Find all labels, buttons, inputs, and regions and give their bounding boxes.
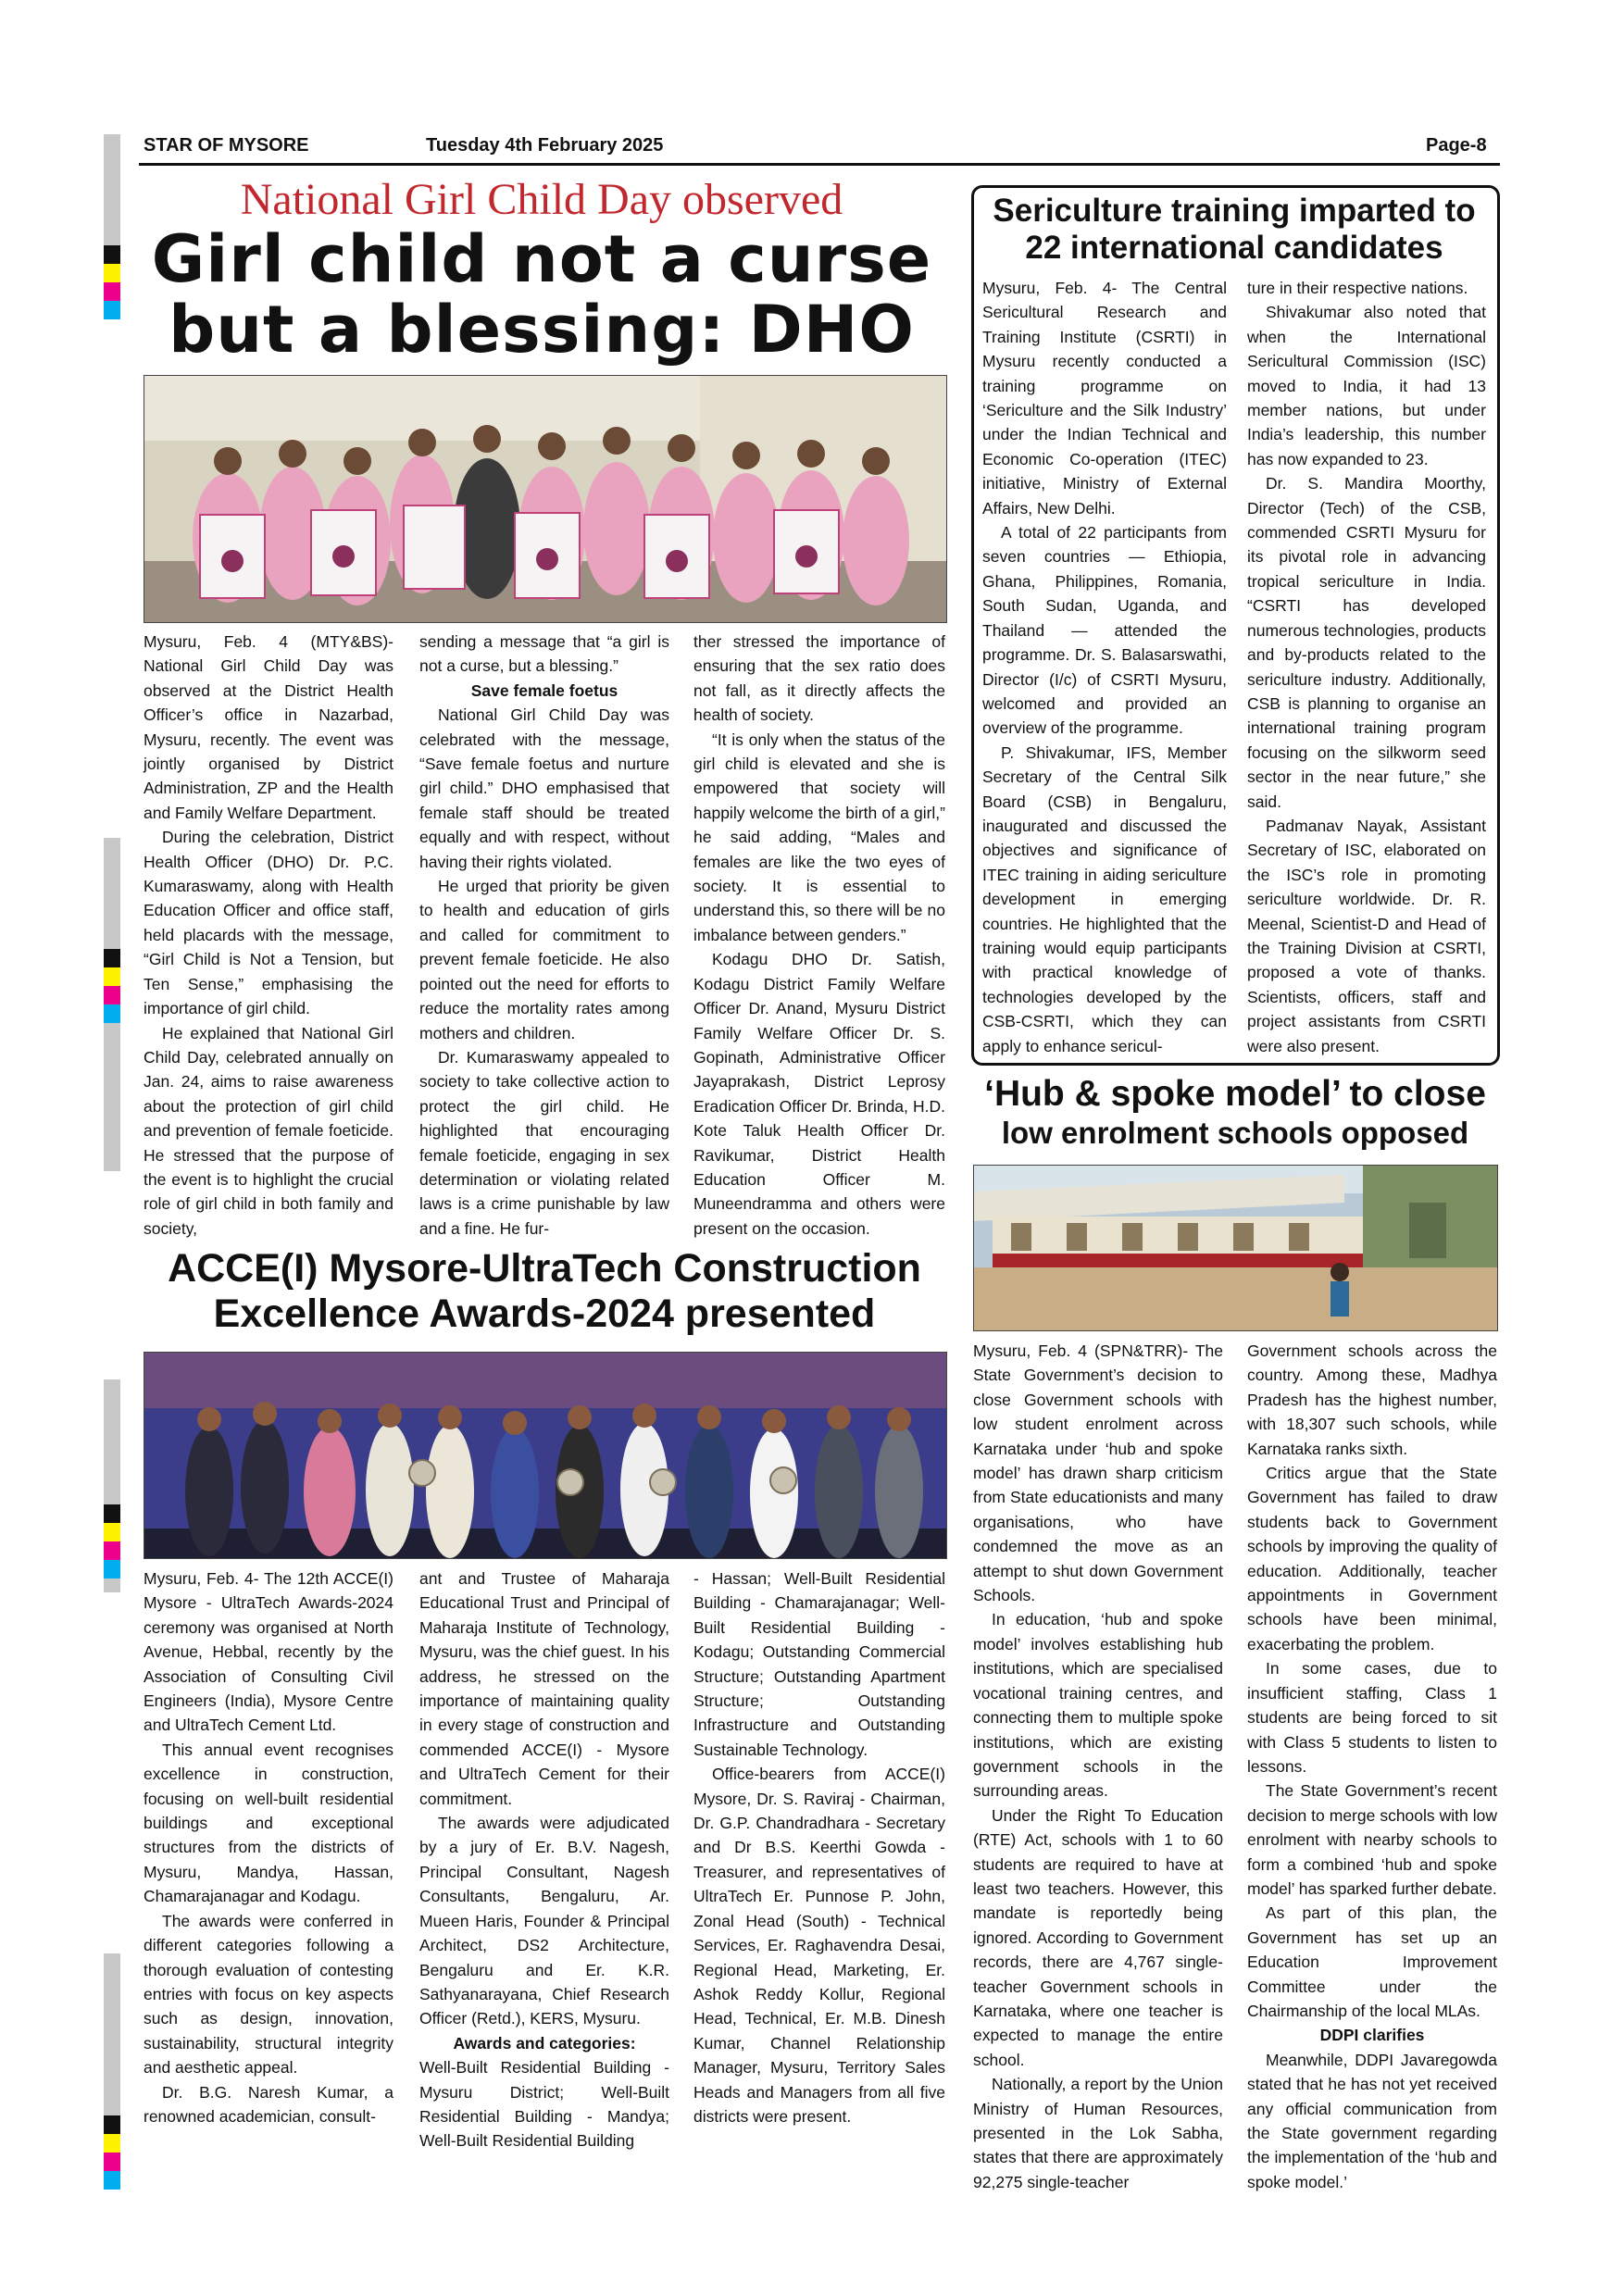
cmyk-block-1: [104, 245, 120, 319]
article1-column-2: [419, 630, 669, 1241]
paper-name: STAR OF MYSORE: [144, 135, 309, 156]
article4-col3-para: - Hassan; Well-Built Residential Building - Chamarajanagar; Well-Built Residential Building - Kodagu; Outstanding Commercial Structure; Outstanding Apartment Structure; Outstanding Infrastructure and Outstanding Sustainable Technology.: [693, 1569, 945, 1759]
article3-col1-para: In education, ‘hub and spoke model’ involves establishing hub institutions, which are specialised vocational training centres, and connecting them to multiple spoke institutions, which are existing government schools in the surrounding areas.: [973, 1610, 1223, 1801]
article1-photo: [144, 375, 947, 623]
article2-col1-para: A total of 22 participants from seven countries — Ethiopia, Ghana, Philippines, Romania, South Sudan, Uganda, and Thailand — attended the programme. Dr. S. Balasarswathi, Director (I/c) of CSRTI Mysuru, welcomed and provided an overview of the programme.: [982, 523, 1227, 738]
article4-headline-line2: Excellence Awards-2024 presented: [213, 1292, 876, 1337]
article1-column-3: [693, 630, 945, 1241]
article2-headline-line2: 22 international candidates: [1025, 230, 1443, 267]
article1-subheading: Save female foetus: [470, 680, 618, 700]
article3-headline-line2: low enrolment schools opposed: [1001, 1115, 1469, 1150]
cmyk-block-3: [104, 1504, 120, 1578]
article4-photo: [144, 1352, 947, 1559]
article2-headline-line1: Sericulture training imparted to: [993, 193, 1476, 229]
article4-col1-para: Dr. B.G. Naresh Kumar, a renowned academician, consult-: [144, 2082, 394, 2126]
cmyk-block-4: [104, 2115, 120, 2190]
article3-col1-para: Mysuru, Feb. 4 (SPN&TRR)- The State Government’s decision to close Government schools with low student enrolment across Karnataka under ‘hub and spoke model’ has drawn sharp criticism from State educationists and many organisations, who have condemned the move as an attempt to shut down Government Schools.: [973, 1341, 1223, 1605]
article2-col2-para: ture in their respective nations.: [1247, 279, 1468, 297]
article1-headline: [139, 221, 944, 368]
article2-col2-para: Shivakumar also noted that when the International Sericultural Commission (ISC) moved to India, it had 13 member nations, but under India’s leadership, this number has now expanded to 23.: [1247, 303, 1486, 468]
article4-headline: [139, 1246, 950, 1338]
article3-col2-para: Critics argue that the State Government has failed to draw students back to Government schools by improving the quality of education. Additionally, teacher appointments in Government schools have been minimal, exacerbating the problem.: [1247, 1464, 1497, 1653]
article3-col2-para: In some cases, due to insufficient staffing, Class 1 students are being forced to sit with Class 5 students to listen to lessons.: [1247, 1659, 1497, 1776]
issue-date: Tuesday 4th February 2025: [426, 135, 664, 156]
article1-col3-para: Kodagu DHO Dr. Satish, Kodagu District Family Welfare Officer Dr. Anand, Mysuru District Family Welfare Officer Dr. S. Gopinath, Administrative Officer Jayaprakash, District Leprosy Eradication Officer Dr. Brinda, H.D. Kote Taluk Health Officer Dr. Ravikumar, District Health Education Officer M. Muneendramma and others were present on the occasion.: [693, 950, 945, 1238]
article4-col2-para: The awards were adjudicated by a jury of Er. B.V. Nagesh, Principal Consultant, Nagesh Consultants, Bengaluru, Ar. Mueen Haris, Founder & Principal Architect, DS2 Architecture, Bengaluru and Er. K.R. Sathyanarayana, Chief Research Officer (Retd.), KERS, Mysuru.: [419, 1814, 669, 2028]
article1-column-1: [144, 630, 394, 1241]
article3-col1-para: Nationally, a report by the Union Ministry of Human Resources, presented in the Lok Sabha, states that there are approximately 92,275 single-teacher: [973, 2075, 1223, 2191]
article1-col3-para: ther stressed the importance of ensuring that the sex ratio does not fall, as it directly affects the health of society.: [693, 632, 945, 725]
article3-col2-para: As part of this plan, the Government has set up an Education Improvement Committee under the Chairmanship of the local MLAs.: [1247, 1903, 1497, 2020]
article4-headline-line1: ACCE(I) Mysore-UltraTech Construction: [168, 1246, 921, 1291]
article1-col1-para: During the celebration, District Health Officer (DHO) Dr. P.C. Kumaraswamy, along with Health Education Officer and office staff, held placards with the message, “Girl Child is Not a Tension, but Ten Sense,” emphasising the importance of girl child.: [144, 828, 394, 1018]
article3-col1-para: Under the Right To Education (RTE) Act, schools with 1 to 60 students are required to have at least two teachers. However, this mandate is reportedly being ignored. According to Government records, there are 4,767 single-teacher Government schools in Karnataka, where one teacher is expected to manage the entire school.: [973, 1805, 1223, 2069]
article4-column-2: [419, 1566, 669, 2159]
article3-col2-para: The State Government’s recent decision to merge schools with low enrolment with nearby schools to form a combined ‘hub and spoke model’ has sparked further debate.: [1247, 1781, 1497, 1898]
article2-col1-para: P. Shivakumar, IFS, Member Secretary of the Central Silk Board (CSB) in Bengaluru, inaugurated and discussed the objectives and significance of ITEC training in aiding sericulture development in emerging countries. He highlighted that the training would equip participants with practical knowledge of technologies developed by the CSB-CSRTI, which they can apply to enhance sericul-: [982, 742, 1227, 1055]
article1-col3-para: “It is only when the status of the girl child is elevated and she is empowered that society will happily welcome the birth of a girl,” he said adding, “Males and females are like the two eyes of society. It is essential to understand this, so there will be no imbalance between genders.”: [693, 730, 945, 944]
article2-column-1: [982, 276, 1227, 1055]
article4-column-1: [144, 1566, 394, 2159]
article3-col2-para: Government schools across the country. Among these, Madhya Pradesh has the highest number, with 18,307 such schools, while Karnataka ranks sixth.: [1247, 1341, 1497, 1458]
article4-col3-para: Office-bearers from ACCE(I) Mysore, Dr. S. Raviraj - Chairman, Dr. G.P. Chandradhara - Secretary and Dr B.S. Keerthi Gowda - Treasurer, and representatives of UltraTech Er. Punnose P. John, Zonal Head (South) - Technical Services, Er. Raghavendra Desai, Regional Head, Marketing, Er. Ashok Reddy Kollur, Regional Head, Technical, Er. M.B. Dinesh Kumar, Channel Relationship Manager, Mysuru, Territory Sales Heads and Managers from all five districts were present.: [693, 1765, 945, 2126]
article3-column-2: [1247, 1339, 1497, 2191]
school-building-photo-icon: [974, 1166, 1497, 1330]
article3-column-1: [973, 1339, 1223, 2191]
article1-col1-para: Mysuru, Feb. 4 (MTY&BS)- National Girl Child Day was observed at the District Health Officer’s office in Nazarbad, Mysuru, recently. The event was jointly organised by District Administration, ZP and the Health and Family Welfare Department.: [144, 632, 394, 822]
article4-col1-para: Mysuru, Feb. 4- The 12th ACCE(I) Mysore - UltraTech Awards-2024 ceremony was organised at North Avenue, Hebbal, recently by the Association of Consulting Civil Engineers (India), Mysore Centre and UltraTech Cement Ltd.: [144, 1569, 394, 1735]
cmyk-block-2: [104, 949, 120, 1023]
article2-col2-para: Dr. S. Mandira Moorthy, Director (Tech) of the CSB, commended CSRTI Mysuru for its pivotal role in advancing tropical sericulture in India. “CSRTI has developed numerous technologies, products and by-products related to the sericulture industry. Additionally, CSB is planning to organise an international training program focusing on the silkworm seed sector in the near future,” she said.: [1247, 474, 1486, 811]
group-photo-icon: [144, 376, 946, 622]
article4-col2-para: Well-Built Residential Building - Mysuru District; Well-Built Residential Building - Mandya; Well-Built Residential Building: [419, 2058, 669, 2151]
article3-subheading: DDPI clarifies: [1319, 2026, 1425, 2045]
article1-col2-para: He urged that priority be given to health and education of girls and called for commitment to prevent female foeticide. He also pointed out the need for efforts to reduce the mortality rates among mothers and children.: [419, 877, 669, 1042]
article3-headline: [971, 1074, 1499, 1151]
article1-col1-para: He explained that National Girl Child Day, celebrated annually on Jan. 24, aims to raise awareness about the protection of girl child and prevention of female foeticide. He stressed that the purpose of the event is to highlight the crucial role of girl child in both family and society,: [144, 1023, 394, 1238]
article3-photo: [973, 1165, 1498, 1331]
article1-col2-para: National Girl Child Day was celebrated with the message, “Save female foetus and nurture girl child.” DHO emphasised that female staff should be treated equally and with respect, without having their rights violated.: [419, 705, 669, 871]
article4-column-3: [693, 1566, 945, 2159]
article3-col2-para: Meanwhile, DDPI Javaregowda stated that he has not yet received any official communication from the State government regarding the implementation of the ‘hub and spoke model.’: [1247, 2050, 1497, 2191]
article1-col2-para: Dr. Kumaraswamy appealed to society to take collective action to protect the girl child. He highlighted that encouraging female foeticide, engaging in sex determination or violating related laws is a crime punishable by law and a fine. He fur-: [419, 1047, 669, 1238]
award-ceremony-photo-icon: [144, 1353, 946, 1558]
article1-kicker: National Girl Child Day observed: [240, 175, 843, 224]
article2-col1-para: Mysuru, Feb. 4- The Central Sericultural Research and Training Institute (CSRTI) in Mysuru recently conducted a training programme on ‘Sericulture and the Silk Industry’ under the Indian Technical and Economic Co-operation (ITEC) initiative, Ministry of External Affairs, New Delhi.: [982, 279, 1227, 518]
page-number: Page-8: [1426, 135, 1487, 156]
article4-col1-para: This annual event recognises excellence in construction, focusing on well-built residential buildings and exceptional structures from the districts of Mysuru, Mandya, Hassan, Chamarajanagar and Kodagu.: [144, 1740, 394, 1906]
article2-headline: [974, 193, 1494, 268]
article2-column-2: [1247, 276, 1486, 1055]
article1-col2-para: sending a message that “a girl is not a curse, but a blessing.”: [419, 632, 669, 676]
article4-subheading: Awards and categories:: [453, 2033, 636, 2053]
color-registration-bars: [104, 134, 120, 2171]
article4-col2-para: ant and Trustee of Maharaja Educational Trust and Principal of Maharaja Institute of Technology, Mysuru, was the chief guest. In his address, he stressed on the importance of maintaining quality in every stage of construction and commended ACCE(I) - Mysore and UltraTech Cement for their commitment.: [419, 1569, 669, 1808]
article1-headline-line1: Girl child not a curse: [151, 221, 932, 297]
header-rule: [139, 163, 1500, 166]
article3-headline-line1: ‘Hub & spoke model’ to close: [984, 1074, 1486, 1114]
article2-col2-para: Padmanav Nayak, Assistant Secretary of ISC, elaborated on the ISC’s role in promoting sericulture worldwide. Dr. R. Meenal, Scientist-D and Head of the Training Division at CSRTI, proposed a vote of thanks. Scientists, officers, staff and project assistants from CSRTI were also present.: [1247, 816, 1486, 1055]
article1-headline-line2: but a blessing: DHO: [169, 291, 915, 368]
article4-col1-para: The awards were conferred in different categories following a thorough evaluation of contesting entries with focus on key aspects such as design, innovation, sustainability, structural integrity and aesthetic appeal.: [144, 1911, 394, 2078]
